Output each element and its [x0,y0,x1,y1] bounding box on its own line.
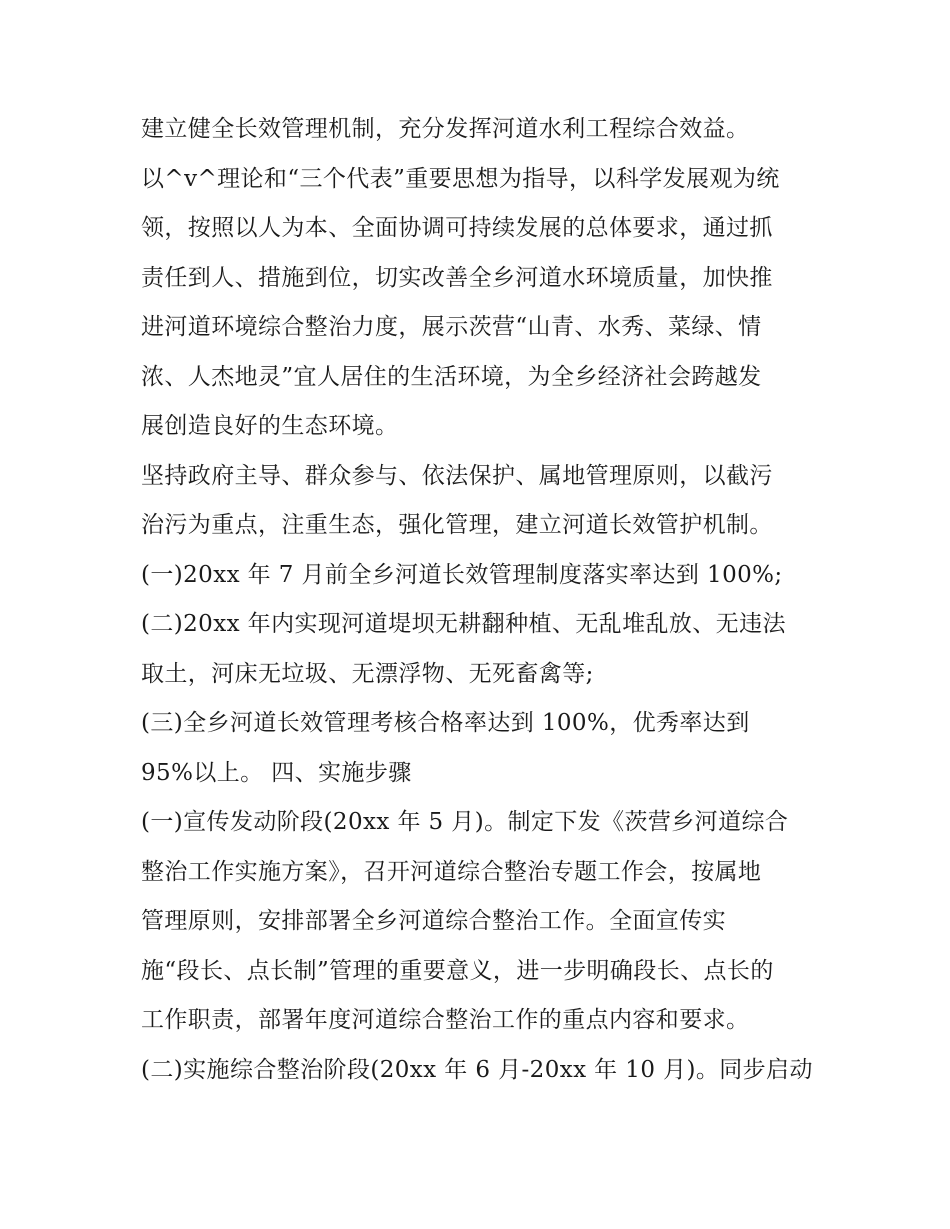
text-line: 以^v^理论和“三个代表”重要思想为指导，以科学发展观为统 [141,165,780,192]
text-line: (一)20xx 年 7 月前全乡河道长效管理制度落实率达到 100%; [141,561,783,588]
text-line: 整治工作实施方案》，召开河道综合整治专题工作会，按属地 [141,858,762,885]
text-line: 浓、人杰地灵”宜人居住的生活环境，为全乡经济社会跨越发 [141,363,762,390]
text-line: 建立健全长效管理机制，充分发挥河道水利工程综合效益。 [141,116,750,142]
text-line: 管理原则，安排部署全乡河道综合整治工作。全面宣传实 [141,908,726,934]
text-line: 领，按照以人为本、全面协调可持续发展的总体要求，通过抓 [141,215,773,241]
text-line: 工作职责，部署年度河道综合整治工作的重点内容和要求。 [141,1007,750,1033]
text-line: 施“段长、点长制”管理的重要意义，进一步明确段长、点长的 [141,957,774,984]
text-line: (三)全乡河道长效管理考核合格率达到 100%，优秀率达到 [141,710,750,736]
text-line: 坚持政府主导、群众参与、依法保护、属地管理原则，以截污 [141,462,773,489]
text-line: 治污为重点，注重生态，强化管理，建立河道长效管护机制。 [141,512,773,538]
text-line: 展创造良好的生态环境。 [141,413,399,439]
text-line: 责任到人、措施到位，切实改善全乡河道水环境质量，加快推 [141,264,773,291]
text-line: (二)实施综合整治阶段(20xx 年 6 月-20xx 年 10 月)。同步启动 [141,1056,813,1083]
text-line: 取土，河床无垃圾、无漂浮物、无死畜禽等; [141,660,594,687]
text-line: 95%以上。 四、实施步骤 [141,759,412,786]
text-line: (二)20xx 年内实现河道堤坝无耕翻种植、无乱堆乱放、无违法 [141,611,786,637]
text-line: 进河道环境综合整治力度，展示茨营“山青、水秀、菜绿、情 [141,314,762,340]
text-line: (一)宣传发动阶段(20xx 年 5 月)。制定下发《茨营乡河道综合 [141,809,789,835]
body-text [141,108,841,1098]
